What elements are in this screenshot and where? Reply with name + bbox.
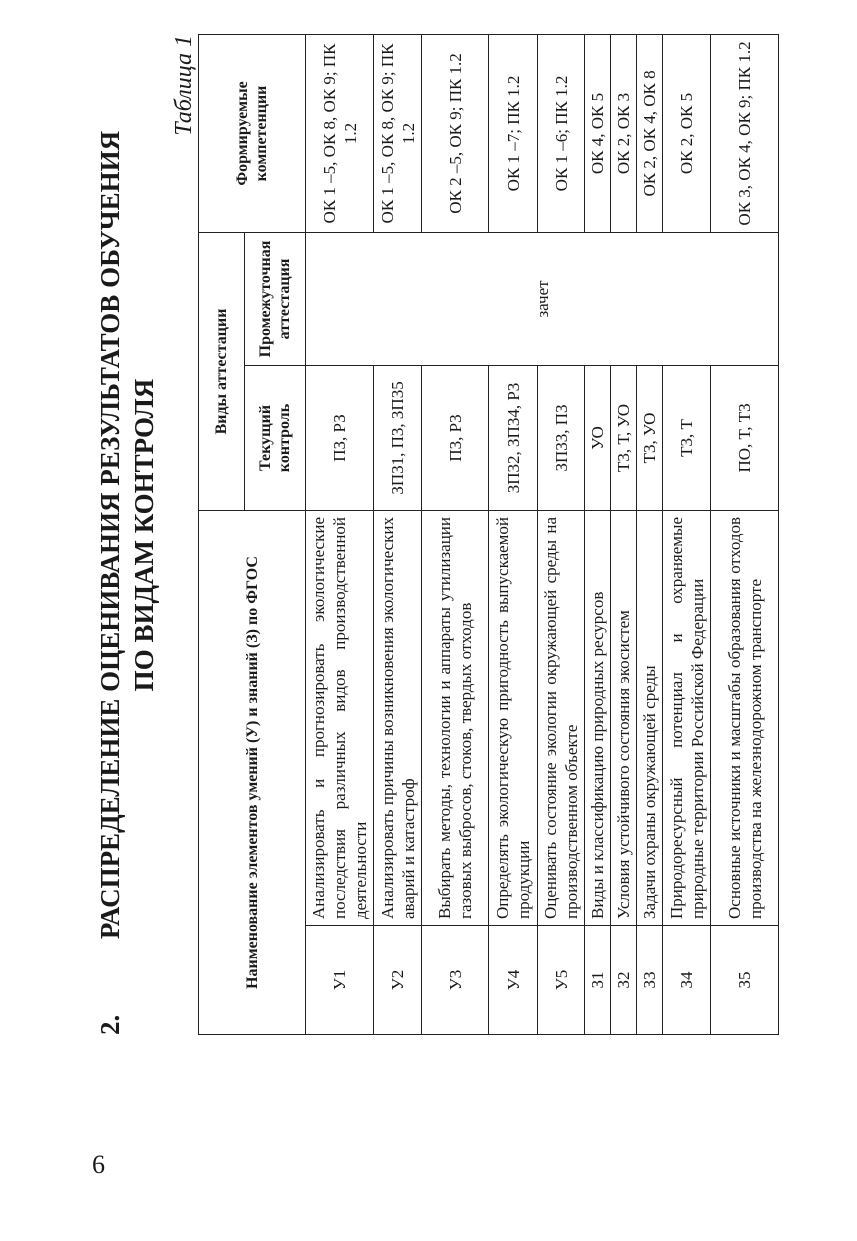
- row-element: Определять экологическую пригодность выпускаемой продукции: [489, 510, 538, 925]
- row-competencies: ОК 3, ОК 4, ОК 9; ПК 1.2: [711, 34, 779, 232]
- table-row: [637, 34, 663, 1034]
- row-code: З5: [711, 926, 779, 1035]
- row-competencies: ОК 4, ОК 5: [585, 34, 611, 232]
- row-code: У1: [306, 926, 374, 1035]
- rotated-page-content: [85, 35, 845, 1035]
- table-row: [306, 34, 374, 1034]
- row-code: У5: [538, 926, 585, 1035]
- header-intermediate: Промежуточная аттестация: [245, 232, 306, 365]
- row-element: Природоресурсный потенциал и охраняемые природные территории Российской Федерации: [663, 510, 711, 925]
- row-element: Виды и классификацию природных ресурсов: [585, 510, 611, 925]
- row-current-control: ЗП31, П3, ЗП35: [374, 365, 422, 510]
- row-current-control: П3, Р3: [422, 365, 489, 510]
- header-elements: Наименование элементов умений (У) и знаний (З) по ФГОС: [199, 510, 306, 1034]
- row-competencies: ОК 1 –7; ПК 1.2: [489, 34, 538, 232]
- table-row: [611, 34, 637, 1034]
- row-element: Анализировать причины возникновения экологических аварий и катастроф: [374, 510, 422, 925]
- row-element: Задачи охраны окружающей среды: [637, 510, 663, 925]
- table-caption: Таблица 1: [171, 35, 197, 136]
- row-current-control: ПЗ, РЗ: [306, 365, 374, 510]
- row-code: З2: [611, 926, 637, 1035]
- row-element: Основные источники и масштабы образования отходов производства на железнодорожном транспорте: [711, 510, 779, 925]
- table-row: [538, 34, 585, 1034]
- table-row: [663, 34, 711, 1034]
- row-current-control: Т3, Т, УО: [611, 365, 637, 510]
- row-code: У2: [374, 926, 422, 1035]
- row-code: У4: [489, 926, 538, 1035]
- section-heading: [93, 35, 161, 1035]
- header-competencies: Формируемые компетенции: [199, 34, 306, 232]
- row-competencies: ОК 2, ОК 5: [663, 34, 711, 232]
- section-number: 2.: [95, 1014, 125, 1035]
- table-row: [374, 34, 422, 1034]
- heading-line-2: ПО ВИДАМ КОНТРОЛЯ: [129, 378, 159, 692]
- row-code: У3: [422, 926, 489, 1035]
- row-current-control: Т3, Т: [663, 365, 711, 510]
- row-current-control: ЗП32, ЗП34, Р3: [489, 365, 538, 510]
- row-competencies: ОК 2 –5, ОК 9; ПК 1.2: [422, 34, 489, 232]
- table-row: [711, 34, 779, 1034]
- row-element: Выбирать методы, технологии и аппараты утилизации газовых выбросов, стоков, твердых отходов: [422, 510, 489, 925]
- header-row: [199, 34, 245, 1034]
- row-current-control: ПО, Т, Т3: [711, 365, 779, 510]
- row-code: З3: [637, 926, 663, 1035]
- row-competencies: ОК 1 –5, ОК 8, ОК 9; ПК 1.2: [306, 34, 374, 232]
- row-competencies: ОК 1 –6; ПК 1.2: [538, 34, 585, 232]
- row-current-control: УО: [585, 365, 611, 510]
- row-element: Анализировать и прогнозировать экологические последствия различных видов производственной деятельности: [306, 510, 374, 925]
- results-table: [198, 34, 779, 1035]
- row-competencies: ОК 2, ОК 3: [611, 34, 637, 232]
- row-code: З1: [585, 926, 611, 1035]
- header-current-control: Текущий контроль: [245, 365, 306, 510]
- row-element: Условия устойчивого состояния экосистем: [611, 510, 637, 925]
- page-number: 6: [92, 1150, 105, 1179]
- row-element: Оценивать состояние экологии окружающей среды на производственном объекте: [538, 510, 585, 925]
- table-row: [422, 34, 489, 1034]
- row-current-control: Т3, УО: [637, 365, 663, 510]
- table-row: [585, 34, 611, 1034]
- row-current-control: ЗП33, П3: [538, 365, 585, 510]
- heading-line-1: РАСПРЕДЕЛЕНИЕ ОЦЕНИВАНИЯ РЕЗУЛЬТАТОВ ОБУЧЕНИЯ: [95, 130, 125, 940]
- row-code: З4: [663, 926, 711, 1035]
- row-competencies: ОК 1 –5, ОК 8, ОК 9; ПК 1.2: [374, 34, 422, 232]
- table-row: [489, 34, 538, 1034]
- row-intermediate-attestation: зачет: [306, 232, 779, 365]
- header-attestation-types: Виды аттестации: [199, 232, 245, 510]
- row-competencies: ОК 2, ОК 4, ОК 8: [637, 34, 663, 232]
